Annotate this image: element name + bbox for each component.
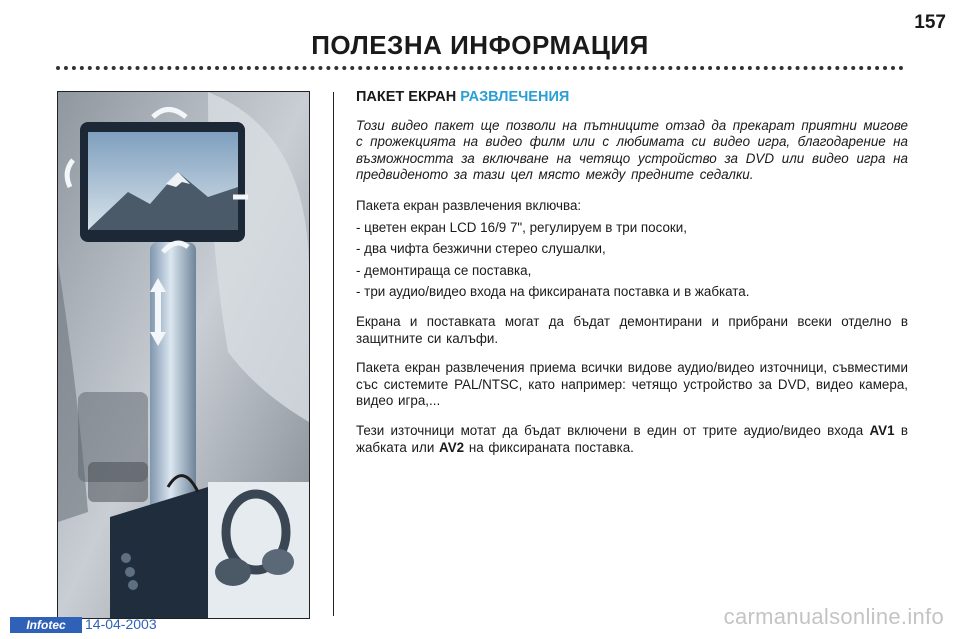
sources-paragraph: Пакета екран развлечения приема всички видове аудио/видео източници, съвместими със системите PAL/NTSC, като например: четящо устройство за DVD, видео камера, видео игра,... <box>356 360 908 409</box>
list-item: - три аудио/видео входа на фиксираната поставка и в жабката. <box>356 284 750 300</box>
article-text <box>356 89 908 469</box>
footer-date: 14-04-2003 <box>85 616 157 632</box>
section-title-highlight: РАЗВЛЕЧЕНИЯ <box>460 89 570 105</box>
page-title: ПОЛЕЗНА ИНФОРМАЦИЯ <box>311 30 649 60</box>
inputs-text-middle: в жабката или <box>356 422 908 455</box>
infotec-logo: Infotec <box>10 617 82 633</box>
dotted-divider <box>56 66 904 70</box>
av2-label: AV2 <box>439 439 465 455</box>
section-title <box>356 89 908 106</box>
inputs-text-after: на фиксираната поставка. <box>464 439 634 455</box>
list-item: - демонтираща се поставка, <box>356 262 532 278</box>
storage-paragraph: Екрана и поставката могат да бъдат демонтирани и прибрани всеки отделно в защитните си калъфи. <box>356 313 908 346</box>
package-contents-heading: Пакета екран развлечения включва: <box>356 197 582 213</box>
section-title-main: ПАКЕТ ЕКРАН <box>356 89 461 105</box>
entertainment-screen-illustration <box>57 91 310 619</box>
column-divider <box>333 92 334 616</box>
watermark: carmanualsonline.info <box>723 604 944 629</box>
av1-label: AV1 <box>869 422 895 438</box>
inputs-paragraph <box>356 423 908 456</box>
page-number: 157 <box>914 12 946 33</box>
list-item: - два чифта безжични стерео слушалки, <box>356 241 606 257</box>
intro-paragraph: Този видео пакет ще позволи на пътниците отзад да прекарат приятни мигове с прожекцията на видео филм или с любимата си видео игра, благодарение на възможността за включване на четящо устройство за DVD или видео игра на предвиденото за тази цел място между предните седалки. <box>356 117 908 183</box>
inputs-text-before: Тези източници мотат да бъдат включени в един от трите аудио/видео входа <box>356 422 870 438</box>
package-contents-list <box>356 220 908 301</box>
list-item: - цветен екран LCD 16/9 7", регулируем в три посоки, <box>356 219 687 235</box>
